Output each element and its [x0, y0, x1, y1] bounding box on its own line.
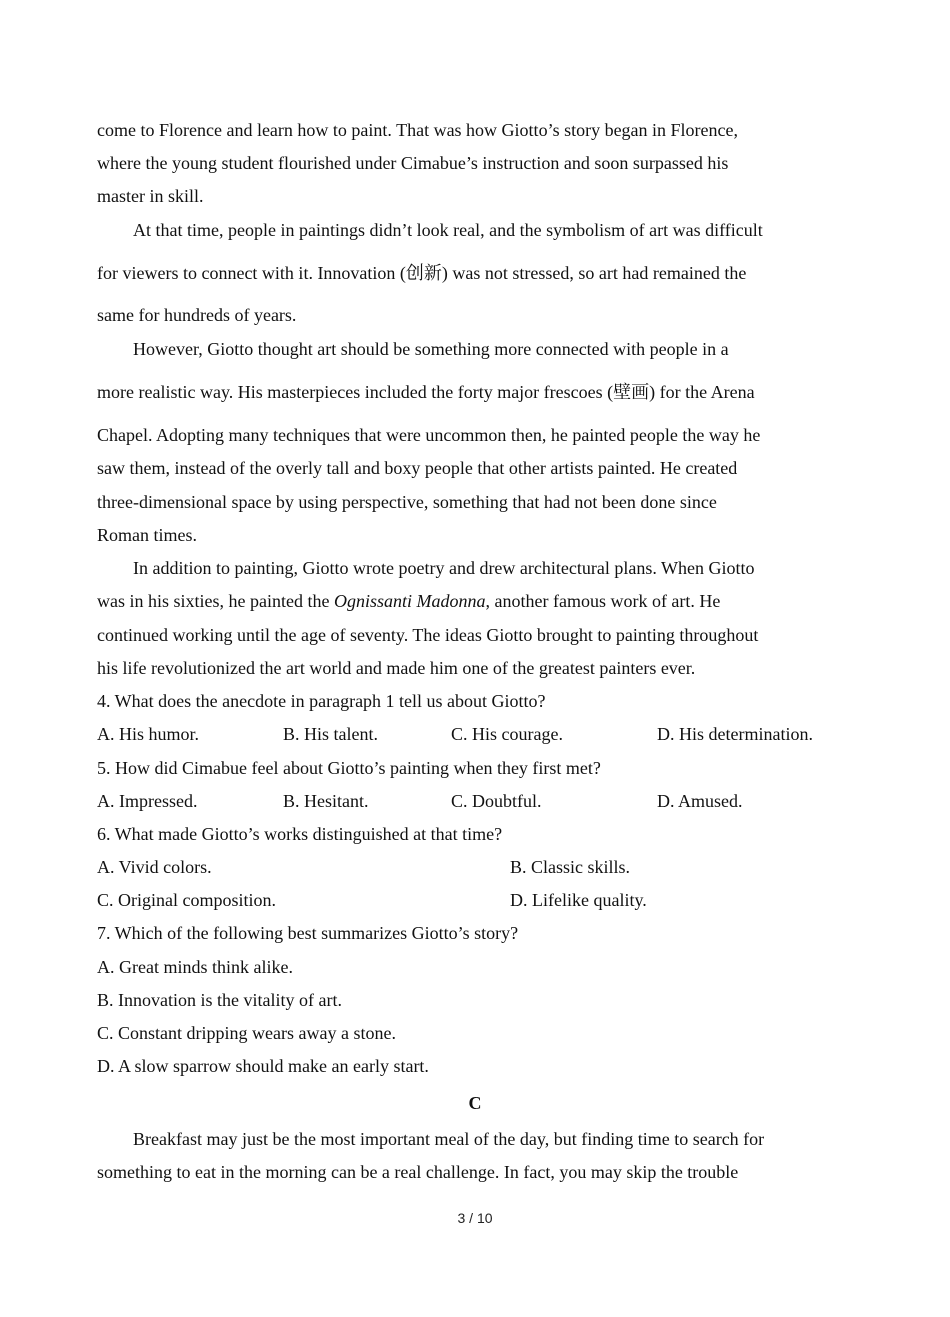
- passage-text: , another famous work of art. He: [485, 591, 721, 611]
- passage-line: In addition to painting, Giotto wrote poetry and drew architectural plans. When Giotto: [133, 558, 755, 578]
- question-stem: 6. What made Giotto’s works distinguished at that time?: [97, 824, 503, 844]
- answer-option: B. Hesitant.: [283, 791, 369, 811]
- passage-line: come to Florence and learn how to paint. That was how Giotto’s story began in Florence,: [97, 120, 739, 140]
- answer-option: B. His talent.: [283, 724, 378, 744]
- answer-option: C. Doubtful.: [451, 791, 542, 811]
- passage-line: something to eat in the morning can be a real challenge. In fact, you may skip the trouble: [97, 1162, 739, 1182]
- passage-line: Roman times.: [97, 525, 197, 545]
- passage-text: was in his sixties, he painted the: [97, 591, 334, 611]
- answer-option: D. Lifelike quality.: [510, 890, 647, 910]
- page-number: 3 / 10: [457, 1210, 493, 1226]
- passage-line: same for hundreds of years.: [97, 305, 297, 325]
- passage-line: master in skill.: [97, 186, 204, 206]
- passage-line: At that time, people in paintings didn’t look real, and the symbolism of art was difficult: [133, 220, 763, 240]
- answer-option: C. Constant dripping wears away a stone.: [97, 1023, 396, 1043]
- answer-option: A. Impressed.: [97, 791, 198, 811]
- answer-option: D. His determination.: [657, 724, 813, 744]
- answer-option: B. Classic skills.: [510, 857, 631, 877]
- passage-line: [97, 590, 720, 612]
- answer-option: A. Great minds think alike.: [97, 957, 293, 977]
- passage-line: three-dimensional space by using perspective, something that had not been done since: [97, 492, 717, 512]
- artwork-title: Ognissanti Madonna: [333, 591, 486, 611]
- passage-line: more realistic way. His masterpieces included the forty major frescoes (壁画) for the Arena: [97, 382, 755, 402]
- answer-option: D. Amused.: [657, 791, 743, 811]
- question-stem: 5. How did Cimabue feel about Giotto’s painting when they first met?: [97, 758, 601, 778]
- passage-line: his life revolutionized the art world and made him one of the greatest painters ever.: [97, 658, 696, 678]
- section-heading: C: [468, 1093, 482, 1113]
- passage-line: Chapel. Adopting many techniques that were uncommon then, he painted people the way he: [97, 425, 761, 445]
- question-stem: 4. What does the anecdote in paragraph 1 tell us about Giotto?: [97, 691, 546, 711]
- answer-option: A. His humor.: [97, 724, 200, 744]
- question-stem: 7. Which of the following best summarizes Giotto’s story?: [97, 923, 519, 943]
- passage-line: where the young student flourished under Cimabue’s instruction and soon surpassed his: [97, 153, 729, 173]
- passage-line: Breakfast may just be the most important meal of the day, but finding time to search for: [133, 1129, 765, 1149]
- answer-option: C. Original composition.: [97, 890, 276, 910]
- passage-line: saw them, instead of the overly tall and boxy people that other artists painted. He created: [97, 458, 738, 478]
- passage-line: However, Giotto thought art should be something more connected with people in a: [133, 339, 729, 359]
- answer-option: D. A slow sparrow should make an early start.: [97, 1056, 429, 1076]
- answer-option: C. His courage.: [451, 724, 563, 744]
- answer-option: B. Innovation is the vitality of art.: [97, 990, 342, 1010]
- answer-option: A. Vivid colors.: [97, 857, 212, 877]
- passage-line: continued working until the age of seventy. The ideas Giotto brought to painting throughout: [97, 625, 759, 645]
- passage-line: for viewers to connect with it. Innovation (创新) was not stressed, so art had remained the: [97, 263, 747, 283]
